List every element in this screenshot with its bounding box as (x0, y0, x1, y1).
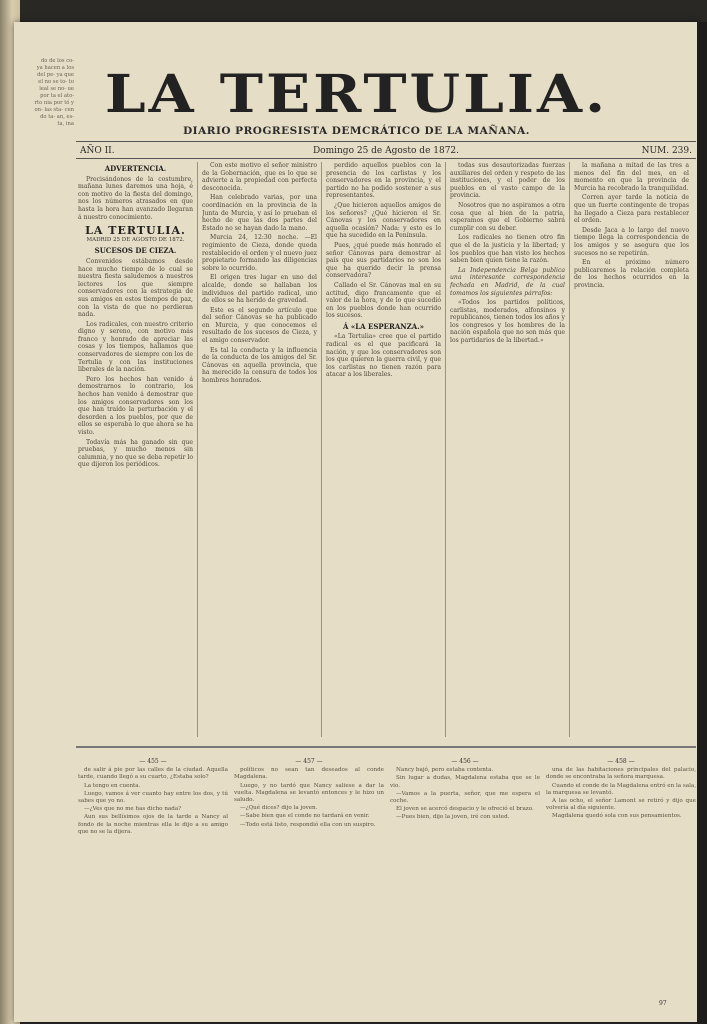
article-paragraph: El origen tres lugar en uno del alcalde, donde se hallaban los individuos del partido radical, uno de ellos se ha herido de gravedad. (202, 274, 317, 305)
feuilleton-paragraph: —Todo está listo, respondió ella con un suspiro. (240, 821, 376, 828)
issue-year: AÑO II. (80, 146, 115, 156)
article-paragraph: Convenidos estábamos desde hace mucho tiempo de lo cual se nuestra fiesta saludemos a nuestros lectores los que siempre conservadores con la estrategia de sus amigos en estos tiempos de paz, con la vista de que no perdieran nada. (78, 257, 193, 319)
article-paragraph: En el próximo número publicaremos la relación completa de los hechos ocurridos en la provincia. (574, 259, 689, 289)
feuilleton-paragraph: Magdalena quedó sola con sus pensamientos. (552, 813, 682, 820)
page-number: 97 (659, 1000, 667, 1007)
column-4 (450, 162, 565, 737)
feuilleton-paragraph: —Vamos a la puerta, señor, que me espera el coche. (390, 790, 540, 805)
feuilleton-rule (76, 746, 696, 748)
article-paragraph: Callado el Sr. Cánovas mal en su actitud, digo francamente que el valor de la hora, y de lo que sucedió en los pueblos donde han ocurrido los sucesos. (326, 281, 441, 320)
feuilleton-paragraph: políticos no sean tan deseados al conde Magdalena. (234, 767, 384, 781)
article-paragraph: Este es el segundo artículo que del señor Cánovas se ha publicado en Murcia, y que conocemos el resultado de los sucesos de Cieza, y el amigo conservador. (202, 306, 317, 345)
feuilleton-paragraph: Sin lugar a dudas, Magdalena estaba que se le vio. (390, 775, 540, 789)
feuilleton-column-2 (234, 758, 384, 1013)
issue-date: Domingo 25 de Agosto de 1872. (312, 146, 460, 156)
advert-body: Precisándonos de la costumbre, mañana lunes daremos una hoja, é con motivo de la fiesta del domingo, nos los números atrasados en que hasta la hora han avanzado llegaran á nuestro conocimiento. (78, 175, 193, 221)
newspaper-page (14, 22, 699, 1022)
article-paragraph: Con este motivo el señor ministro de la Gobernación, que es lo que se advierte a la propiedad con perfecta desconocida. (202, 162, 317, 192)
article-paragraph: Pues, ¿qué puede más honrado el señor Cánovas para demostrar al país que sus partidarios no son los que ha querido decir la prensa conservadora? (326, 241, 441, 280)
column-divider (197, 162, 198, 737)
header-rule-bottom (76, 158, 696, 159)
feuilleton-paragraph: Luego, vamos á ver cuanto hay entre los dos, y tú sabes que yo no. (78, 790, 228, 805)
article-paragraph: todas sus desautorizadas fuerzas auxiliares del orden y respeto de las instituciones, y el poder de los pueblos en el vasto campo de la provincia. (450, 162, 565, 200)
feuilleton-paragraph: —¿Ves que no me has dicho nada? (84, 806, 182, 813)
header-rule-top (76, 141, 696, 142)
feuilleton-paragraph: Cuando el conde de la Magdalena entró en la sala, la marquesa se levantó. (546, 782, 696, 796)
facing-page-edge-text: do de los co- ya hacen a los del pe- ya que el no se to- to leal se no- ue por ta el ato- rto nia por tó y on- las sta- cen do ta- an, es- ta, ina (34, 58, 74, 127)
section-date: MADRID 25 DE AGOSTO DE 1872. (86, 236, 185, 243)
article-paragraph: Corren ayer tarde la noticia de que un fuerte contingente de tropas ha llegado a Cieza para restablecer el orden. (574, 194, 689, 225)
feuilleton-page-number: — 458 — (607, 758, 635, 765)
advert-heading: ADVERTENCIA. (104, 164, 167, 173)
article-paragraph: Murcia 24, 12:30 noche. —El regimiento de Cieza, donde queda restablecido el orden y el nuevo juez propietario formando las diligencias sobre lo ocurrido. (202, 234, 317, 272)
feuilleton-page-number: — 456 — (451, 758, 479, 765)
column-2 (202, 162, 317, 737)
feuilleton-page-number: — 457 — (295, 758, 323, 765)
issue-number: NUM. 239. (641, 146, 692, 156)
feuilleton-paragraph: —Sabe bien que el conde no tardará en venir. (240, 813, 370, 820)
article-heading: La Independencia Belga publica una interesante correspondencia fechada en Madrid, de la cual tomamos los siguientes párrafos: (450, 266, 565, 297)
feuilleton-paragraph: Nancy bajó, pero estaba contenta. (396, 767, 494, 774)
article-paragraph: Todavía más ha ganado sin que pruebas, y mucho menos sin calumnia, y no que se deba repetir lo que dijeron los periódicos. (78, 438, 193, 469)
article-paragraph: Es tal la conducta y la influencia de la conducta de los amigos del Sr. Cánovas en aquella provincia, que ha merecido la censura de todos los hombres honrados. (202, 346, 317, 385)
article-paragraph: ¿Que hicieron aquellos amigos de los señores? ¿Qué hicieron el Sr. Cánovas y los conservadores en aquella ocasión? Nada: y esto es lo que ha sucedido en la Península. (326, 201, 441, 240)
article-paragraph: Los radicales no tienen otro fin que el de la justicia y la libertad; y los pueblos que han visto los hechos saben bien quien tiene la razón. (450, 234, 565, 265)
section-subheading: SUCESOS DE CIEZA. (94, 246, 177, 256)
article-paragraph: Los radicales, con nuestro criterio digno y sereno, con motivo más franco y honrado de apreciar las cosas y los tiempos, hallamos que conservadores de siempre con los de Tertulia y con las instituciones liberales de la nación. (78, 320, 193, 374)
article-paragraph: Han celebrado varias, por una coordinación en la provincia de la Junta de Murcia, y así lo prueban el hecho de que las dos partes del Estado no se hayan dado la mano. (202, 194, 317, 232)
masthead-subtitle: DIARIO PROGRESISTA DEMCRÁTICO DE LA MAÑANA. (183, 125, 530, 137)
column-5 (574, 162, 689, 737)
column-3 (326, 162, 441, 737)
article-heading: Á «LA ESPERANZA.» (342, 321, 425, 331)
article-paragraph: perdido aquellos pueblos con la presencia de los carlistas y los conservadores en la provincia, y el partido no ha podido sostener a sus representantes. (326, 162, 441, 200)
column-divider (445, 162, 446, 737)
article-paragraph: la mañana a mitad de las tres a menos del fin del mes, en el momento en que la provincia de Murcia ha recobrado la tranquilidad. (574, 162, 689, 192)
feuilleton-paragraph: una de las habitaciones principales del palacio, donde se encontraba la señora marquesa. (546, 767, 696, 781)
masthead-title: LA TERTULIA. (104, 63, 609, 125)
feuilleton-column-3 (390, 758, 540, 1013)
feuilleton-paragraph: La tengo en cuenta. (84, 782, 141, 789)
feuilleton-page-number: — 455 — (139, 758, 167, 765)
feuilleton-paragraph: de salir á pie por las calles de la ciudad. Aquella tarde, cuando llegó a su cuarto, ¿Estaba solo? (78, 767, 228, 781)
page-shadow (697, 22, 707, 1024)
feuilleton-paragraph: —¿Qué dices? dijo la joven. (240, 805, 318, 812)
section-title: LA TERTULIA. (85, 224, 186, 238)
article-paragraph: Desde Jaca a lo largo del nuevo tiempo llega la correspondencia de los amigos y se asegura que los sucesos no se repetirán. (574, 226, 689, 257)
feuilleton-column-4 (546, 758, 696, 1013)
feuilleton-column-1 (78, 758, 228, 1013)
feuilleton-paragraph: Luego, y no tardó que Nancy saliese a dar la vuelta. Magdalena se levantó entonces y le hizo un saludo. (234, 782, 384, 804)
column-1 (78, 162, 193, 737)
article-paragraph: Pero los hechos han venido á demostrarnos lo contrario, los hechos han venido á demostrar que los amigos conservadores son los que han traído la perturbación y el desorden a los pueblos, por que de ellos se esperaba lo que ahora se ha visto. (78, 375, 193, 436)
article-paragraph: Nosotros que no aspiramos a otra cosa que al bien de la patria, esperamos que el Gobierno sabrá cumplir con su deber. (450, 201, 565, 232)
article-paragraph: «Todos los partidos políticos, carlistas, moderados, alfonsinos y republicanos, tienen todos los años y los congresos y los hombres de la nación española que no son más que los partidarios de la libertad.» (450, 299, 565, 345)
column-divider (569, 162, 570, 737)
feuilleton-paragraph: A las ocho, el señor Lamont se retiró y dijo que volvería al día siguiente. (546, 798, 696, 812)
feuilleton-paragraph: —Pues bien, dijo la joven, iré con usted. (396, 814, 510, 821)
feuilleton-paragraph: Aun sus bellísimos ojos de la tarde a Nancy al fondo de la noche mientras ella le dijo a su amigo que no se la dijera. (78, 814, 228, 835)
column-divider (321, 162, 322, 737)
feuilleton-paragraph: El joven se acercó despacio y le ofreció el brazo. (396, 806, 534, 813)
article-paragraph: «La Tertulia» cree que el partido radical es el que pacificará la nación, y que los conservadores son los que quieren la guerra civil, y que los carlistas no tienen razón para atacar a los liberales. (326, 333, 441, 379)
